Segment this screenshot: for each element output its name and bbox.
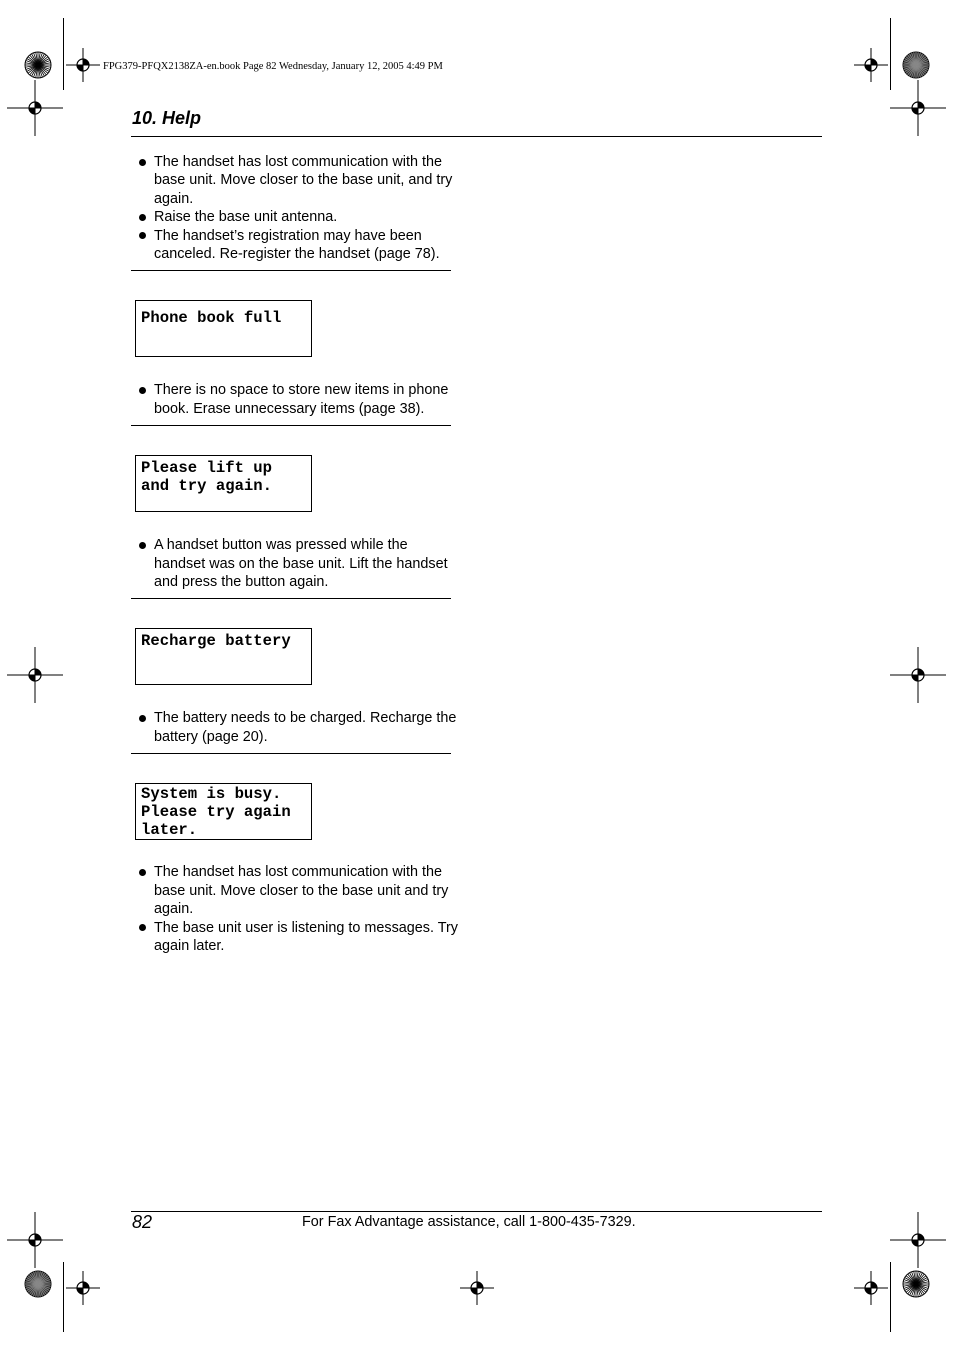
registration-mark-icon: [854, 48, 888, 82]
display-message-recharge-battery: Recharge battery: [135, 628, 312, 685]
bullet-item: The handset has lost communication with the base unit. Move closer to the base unit and try again.: [131, 863, 461, 918]
bullet-dot-icon: [139, 715, 146, 722]
section-title: 10. Help: [132, 108, 202, 128]
bullet-dot-icon: [139, 924, 146, 931]
footer-rule: [131, 1211, 822, 1212]
registration-mark-icon: [460, 1271, 494, 1305]
section-separator: [131, 753, 451, 754]
bullet-item: There is no space to store new items in phone book. Erase unnecessary items (page 38).: [131, 381, 461, 418]
display-message-phone-book-full: Phone book full: [135, 300, 312, 357]
color-wheel-icon: [24, 51, 52, 79]
message-bullet-list: [131, 709, 461, 746]
header-rule: [131, 136, 822, 137]
registration-mark-icon: [7, 647, 63, 703]
message-bullet-list: [131, 381, 461, 418]
color-wheel-icon: [902, 51, 930, 79]
registration-mark-icon: [890, 80, 946, 136]
color-wheel-icon: [24, 1270, 52, 1298]
message-bullet-list: [131, 863, 461, 955]
bullet-dot-icon: [139, 542, 146, 549]
bullet-item: The handset has lost communication with the base unit. Move closer to the base unit, and try again.: [131, 153, 461, 208]
bullet-item: The handset’s registration may have been canceled. Re-register the handset (page 78).: [131, 227, 461, 264]
section-separator: [131, 425, 451, 426]
bullet-item: The base unit user is listening to messages. Try again later.: [131, 919, 461, 956]
registration-mark-icon: [890, 647, 946, 703]
registration-mark-icon: [890, 1212, 946, 1268]
registration-mark-icon: [854, 1271, 888, 1305]
bullet-dot-icon: [139, 159, 146, 166]
help-column: [131, 153, 461, 955]
registration-mark-icon: [7, 1212, 63, 1268]
display-message-system-busy: System is busy. Please try again later.: [135, 783, 312, 840]
page-number: 82: [132, 1212, 153, 1232]
display-message-please-lift-up: Please lift up and try again.: [135, 455, 312, 512]
registration-mark-icon: [7, 80, 63, 136]
bullet-dot-icon: [139, 214, 146, 221]
bullet-dot-icon: [139, 869, 146, 876]
bullet-item: A handset button was pressed while the handset was on the base unit. Lift the handset and press the button again.: [131, 536, 461, 591]
file-info: FPG379-PFQX2138ZA-en.book Page 82 Wednesday, January 12, 2005 4:49 PM: [103, 61, 443, 72]
bullet-dot-icon: [139, 232, 146, 239]
intro-bullet-list: [131, 153, 461, 263]
bullet-item: The battery needs to be charged. Recharge the battery (page 20).: [131, 709, 461, 746]
bullet-item: Raise the base unit antenna.: [131, 208, 461, 226]
color-wheel-icon: [902, 1270, 930, 1298]
section-separator: [131, 270, 451, 271]
section-separator: [131, 598, 451, 599]
message-bullet-list: [131, 536, 461, 591]
bullet-dot-icon: [139, 387, 146, 394]
footer-assistance-text: For Fax Advantage assistance, call 1-800-435-7329.: [302, 1214, 636, 1230]
registration-mark-icon: [66, 1271, 100, 1305]
registration-mark-icon: [66, 48, 100, 82]
